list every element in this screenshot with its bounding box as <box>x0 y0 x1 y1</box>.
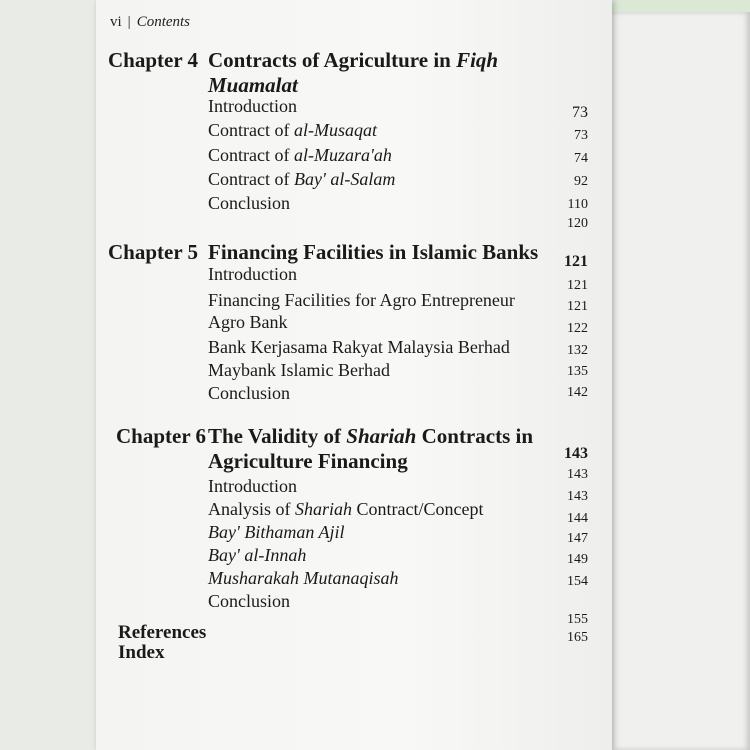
entry-text-italic: Shariah <box>295 499 353 519</box>
entry-text: Introduction <box>208 264 297 284</box>
references-page-number: 155 <box>567 612 588 627</box>
background-left <box>0 0 96 750</box>
toc-entry[interactable] <box>208 568 399 589</box>
chapter-title-italic: Fiqh Muamalat <box>208 48 499 97</box>
entry-page-number: 143 <box>567 467 588 482</box>
entry-text-italic: al-Musaqat <box>293 120 377 140</box>
header-separator: | <box>127 14 131 30</box>
references-entry[interactable]: References <box>118 622 207 643</box>
entry-page-number: 73 <box>574 128 588 143</box>
toc-entry[interactable] <box>208 169 395 190</box>
chapter-page-number: 73 <box>572 104 588 121</box>
entry-page-number: 121 <box>567 278 588 293</box>
chapter-title-line2: Agriculture Financing <box>208 449 408 473</box>
toc-entry[interactable] <box>208 264 297 285</box>
entry-text: Conclusion <box>208 591 291 611</box>
entry-text: Conclusion <box>208 383 291 403</box>
chapter-title-text: Financing Facilities in Islamic Banks <box>208 240 539 264</box>
entry-text: Introduction <box>208 96 297 116</box>
entry-page-number: 132 <box>567 343 588 358</box>
entry-text-italic: Bay' al-Salam <box>293 169 396 189</box>
entry-text: Financing Facilities for Agro Entrepreneur <box>208 290 515 310</box>
entry-text-italic: Bay' al-Innah <box>208 545 307 565</box>
toc-entry[interactable] <box>208 290 515 311</box>
entry-text: Analysis of <box>208 499 295 519</box>
entry-text: Bank Kerjasama Rakyat Malaysia Berhad <box>208 337 510 357</box>
toc-entry[interactable] <box>208 120 377 141</box>
chapter-label: Chapter 4 <box>108 48 199 72</box>
toc-entry[interactable] <box>208 360 390 381</box>
entry-page-number: 147 <box>567 531 588 546</box>
entry-page-number: 122 <box>567 321 588 336</box>
chapter-page-number: 121 <box>564 253 588 270</box>
entry-text: Contract of <box>208 145 294 165</box>
toc-entry[interactable] <box>208 193 290 214</box>
toc-entry[interactable] <box>208 545 306 566</box>
entry-text: Contract of <box>208 169 294 189</box>
chapter-title <box>208 240 568 265</box>
entry-text: Introduction <box>208 476 297 496</box>
entry-page-number: 149 <box>567 552 588 567</box>
entry-text-italic: al-Muzara'ah <box>293 145 392 165</box>
chapter-title-text: Contracts in <box>416 424 534 448</box>
chapter-page-number: 143 <box>564 445 588 462</box>
entry-text: Maybank Islamic Berhad <box>208 360 390 380</box>
entry-text: Contract of <box>208 120 294 140</box>
page-number-roman: vi <box>110 14 122 30</box>
entry-page-number: 143 <box>567 489 588 504</box>
chapter-title-text: Contracts of Agriculture in <box>208 48 457 72</box>
chapter-title <box>208 48 548 98</box>
entry-page-number: 135 <box>567 364 588 379</box>
show-through-text <box>246 318 250 338</box>
chapter-title-text: The Validity of <box>208 424 347 448</box>
entry-page-number: 120 <box>567 216 588 231</box>
chapter-label: Chapter 5 <box>108 240 199 264</box>
entry-text: Agro Bank <box>208 312 288 332</box>
toc-entry[interactable] <box>208 337 510 358</box>
entry-page-number: 154 <box>567 574 588 589</box>
entry-page-number: 110 <box>567 197 588 212</box>
entry-page-number: 142 <box>567 385 588 400</box>
contents-page <box>96 0 612 750</box>
running-header <box>110 14 190 31</box>
entry-text-italic: Musharakah Mutanaqisah <box>208 568 399 588</box>
entry-page-number: 92 <box>574 174 588 189</box>
index-page-number: 165 <box>567 630 588 645</box>
toc-entry[interactable] <box>208 383 290 404</box>
entry-page-number: 74 <box>574 151 588 166</box>
index-entry[interactable]: Index <box>118 642 165 663</box>
toc-entry[interactable] <box>208 476 297 497</box>
entry-page-number: 144 <box>567 511 588 526</box>
entry-text: Conclusion <box>208 193 291 213</box>
chapter-label: Chapter 6 <box>116 424 207 448</box>
entry-text: Contract/Concept <box>352 499 484 519</box>
toc-entry[interactable] <box>208 499 483 520</box>
chapter-title-italic: Shariah <box>346 424 417 448</box>
toc-entry[interactable] <box>208 145 392 166</box>
toc-entry[interactable] <box>208 96 297 117</box>
header-title: Contents <box>136 14 191 30</box>
toc-entry[interactable] <box>208 591 290 612</box>
entry-page-number: 121 <box>567 299 588 314</box>
next-page-edge <box>612 12 750 750</box>
toc-entry[interactable] <box>208 522 345 543</box>
entry-text-italic: Bay' Bithaman Ajil <box>208 522 345 542</box>
chapter-title <box>208 424 548 474</box>
